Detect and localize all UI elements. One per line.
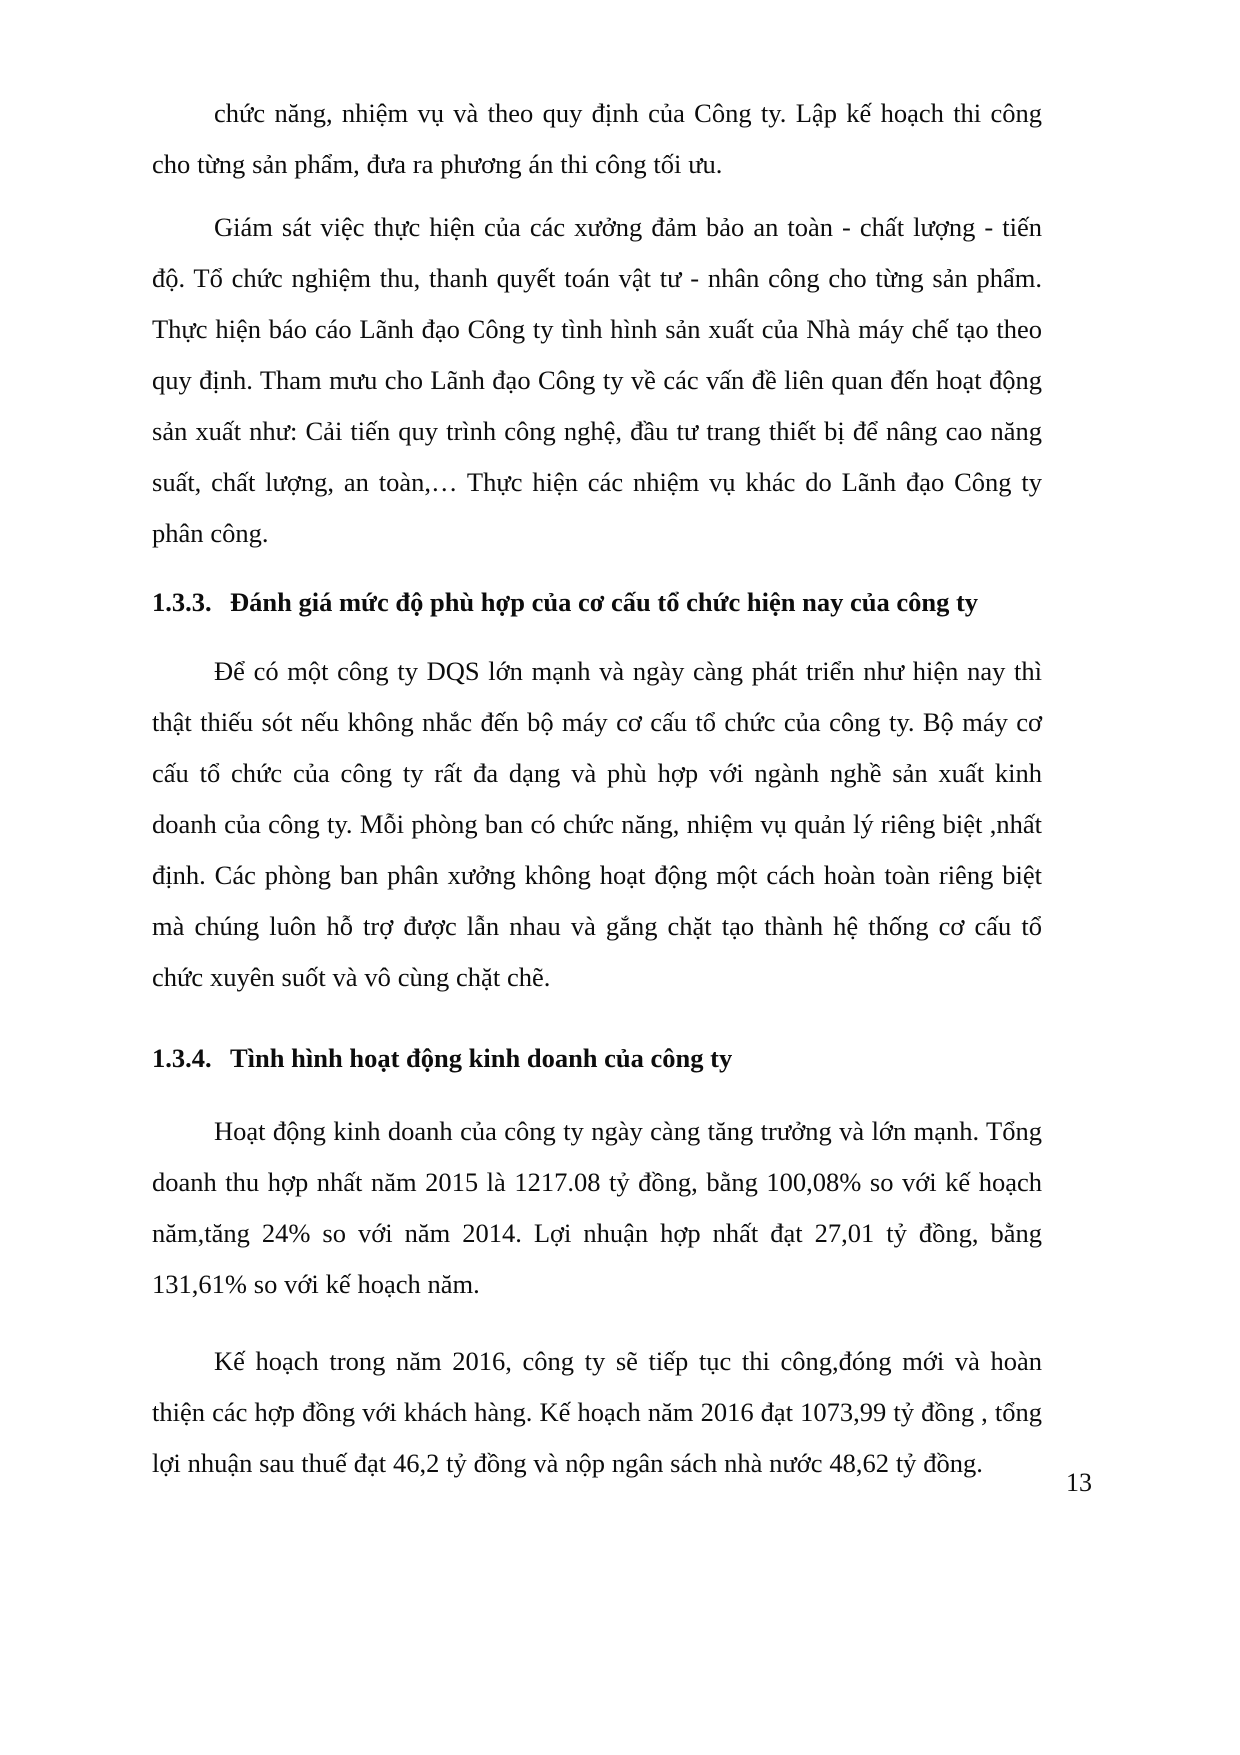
- paragraph-5: Kế hoạch trong năm 2016, công ty sẽ tiếp tục thi công,đóng mới và hoàn thiện các hợp đồng với khách hàng. Kế hoạch năm 2016 đạt 1073,99 tỷ đồng , tổng lợi nhuận sau thuế đạt 46,2 tỷ đồng và nộp ngân sách nhà nước 48,62 tỷ đồng.: [152, 1346, 1042, 1478]
- heading-1-3-3-number: 1.3.3.: [152, 587, 212, 617]
- heading-spacer: [152, 628, 1042, 646]
- paragraph-2: Giám sát việc thực hiện của các xưởng đảm bảo an toàn - chất lượng - tiến độ. Tổ chức nghiệm thu, thanh quyết toán vật tư - nhân công cho từng sản phẩm. Thực hiện báo cáo Lãnh đạo Công ty tình hình sản xuất của Nhà máy chế tạo theo quy định. Tham mưu cho Lãnh đạo Công ty về các vấn đề liên quan đến hoạt động sản xuất như: Cải tiến quy trình công nghệ, đầu tư trang thiết bị để nâng cao năng suất, chất lượng, an toàn,… Thực hiện các nhiệm vụ khác do Lãnh đạo Công ty phân công.: [152, 212, 1042, 548]
- heading-1-3-4-label: Tình hình hoạt động kinh doanh của công ty: [230, 1043, 733, 1073]
- heading-spacer: [152, 559, 1042, 577]
- heading-spacer: [152, 1084, 1042, 1106]
- heading-spacer: [152, 1003, 1042, 1033]
- heading-1-3-4: [152, 1033, 1042, 1084]
- heading-1-3-3-label: Đánh giá mức độ phù hợp của cơ cấu tổ chức hiện nay của công ty: [230, 587, 979, 617]
- page-content: [152, 88, 1042, 1489]
- paragraph-3: Để có một công ty DQS lớn mạnh và ngày càng phát triển như hiện nay thì thật thiếu sót nếu không nhắc đến bộ máy cơ cấu tổ chức của công ty. Bộ máy cơ cấu tổ chức của công ty rất đa dạng và phù hợp với ngành nghề sản xuất kinh doanh của công ty. Mỗi phòng ban có chức năng, nhiệm vụ quản lý riêng biệt ,nhất định. Các phòng ban phân xưởng không hoạt động một cách hoàn toàn riêng biệt mà chúng luôn hỗ trợ được lẫn nhau và gắng chặt tạo thành hệ thống cơ cấu tổ chức xuyên suốt và vô cùng chặt chẽ.: [152, 656, 1042, 992]
- paragraph-1: chức năng, nhiệm vụ và theo quy định của Công ty. Lập kế hoạch thi công cho từng sản phẩm, đưa ra phương án thi công tối ưu.: [152, 98, 1042, 179]
- page-number: 13: [1066, 1468, 1092, 1497]
- paragraph-4: Hoạt động kinh doanh của công ty ngày càng tăng trưởng và lớn mạnh. Tổng doanh thu hợp nhất năm 2015 là 1217.08 tỷ đồng, bằng 100,08% so với kế hoạch năm,tăng 24% so với năm 2014. Lợi nhuận hợp nhất đạt 27,01 tỷ đồng, bằng 131,61% so với kế hoạch năm.: [152, 1116, 1042, 1299]
- heading-1-3-3: [152, 577, 1042, 628]
- paragraph-spacer: [152, 1310, 1042, 1336]
- paragraph-spacer: [152, 190, 1042, 202]
- heading-1-3-4-number: 1.3.4.: [152, 1043, 212, 1073]
